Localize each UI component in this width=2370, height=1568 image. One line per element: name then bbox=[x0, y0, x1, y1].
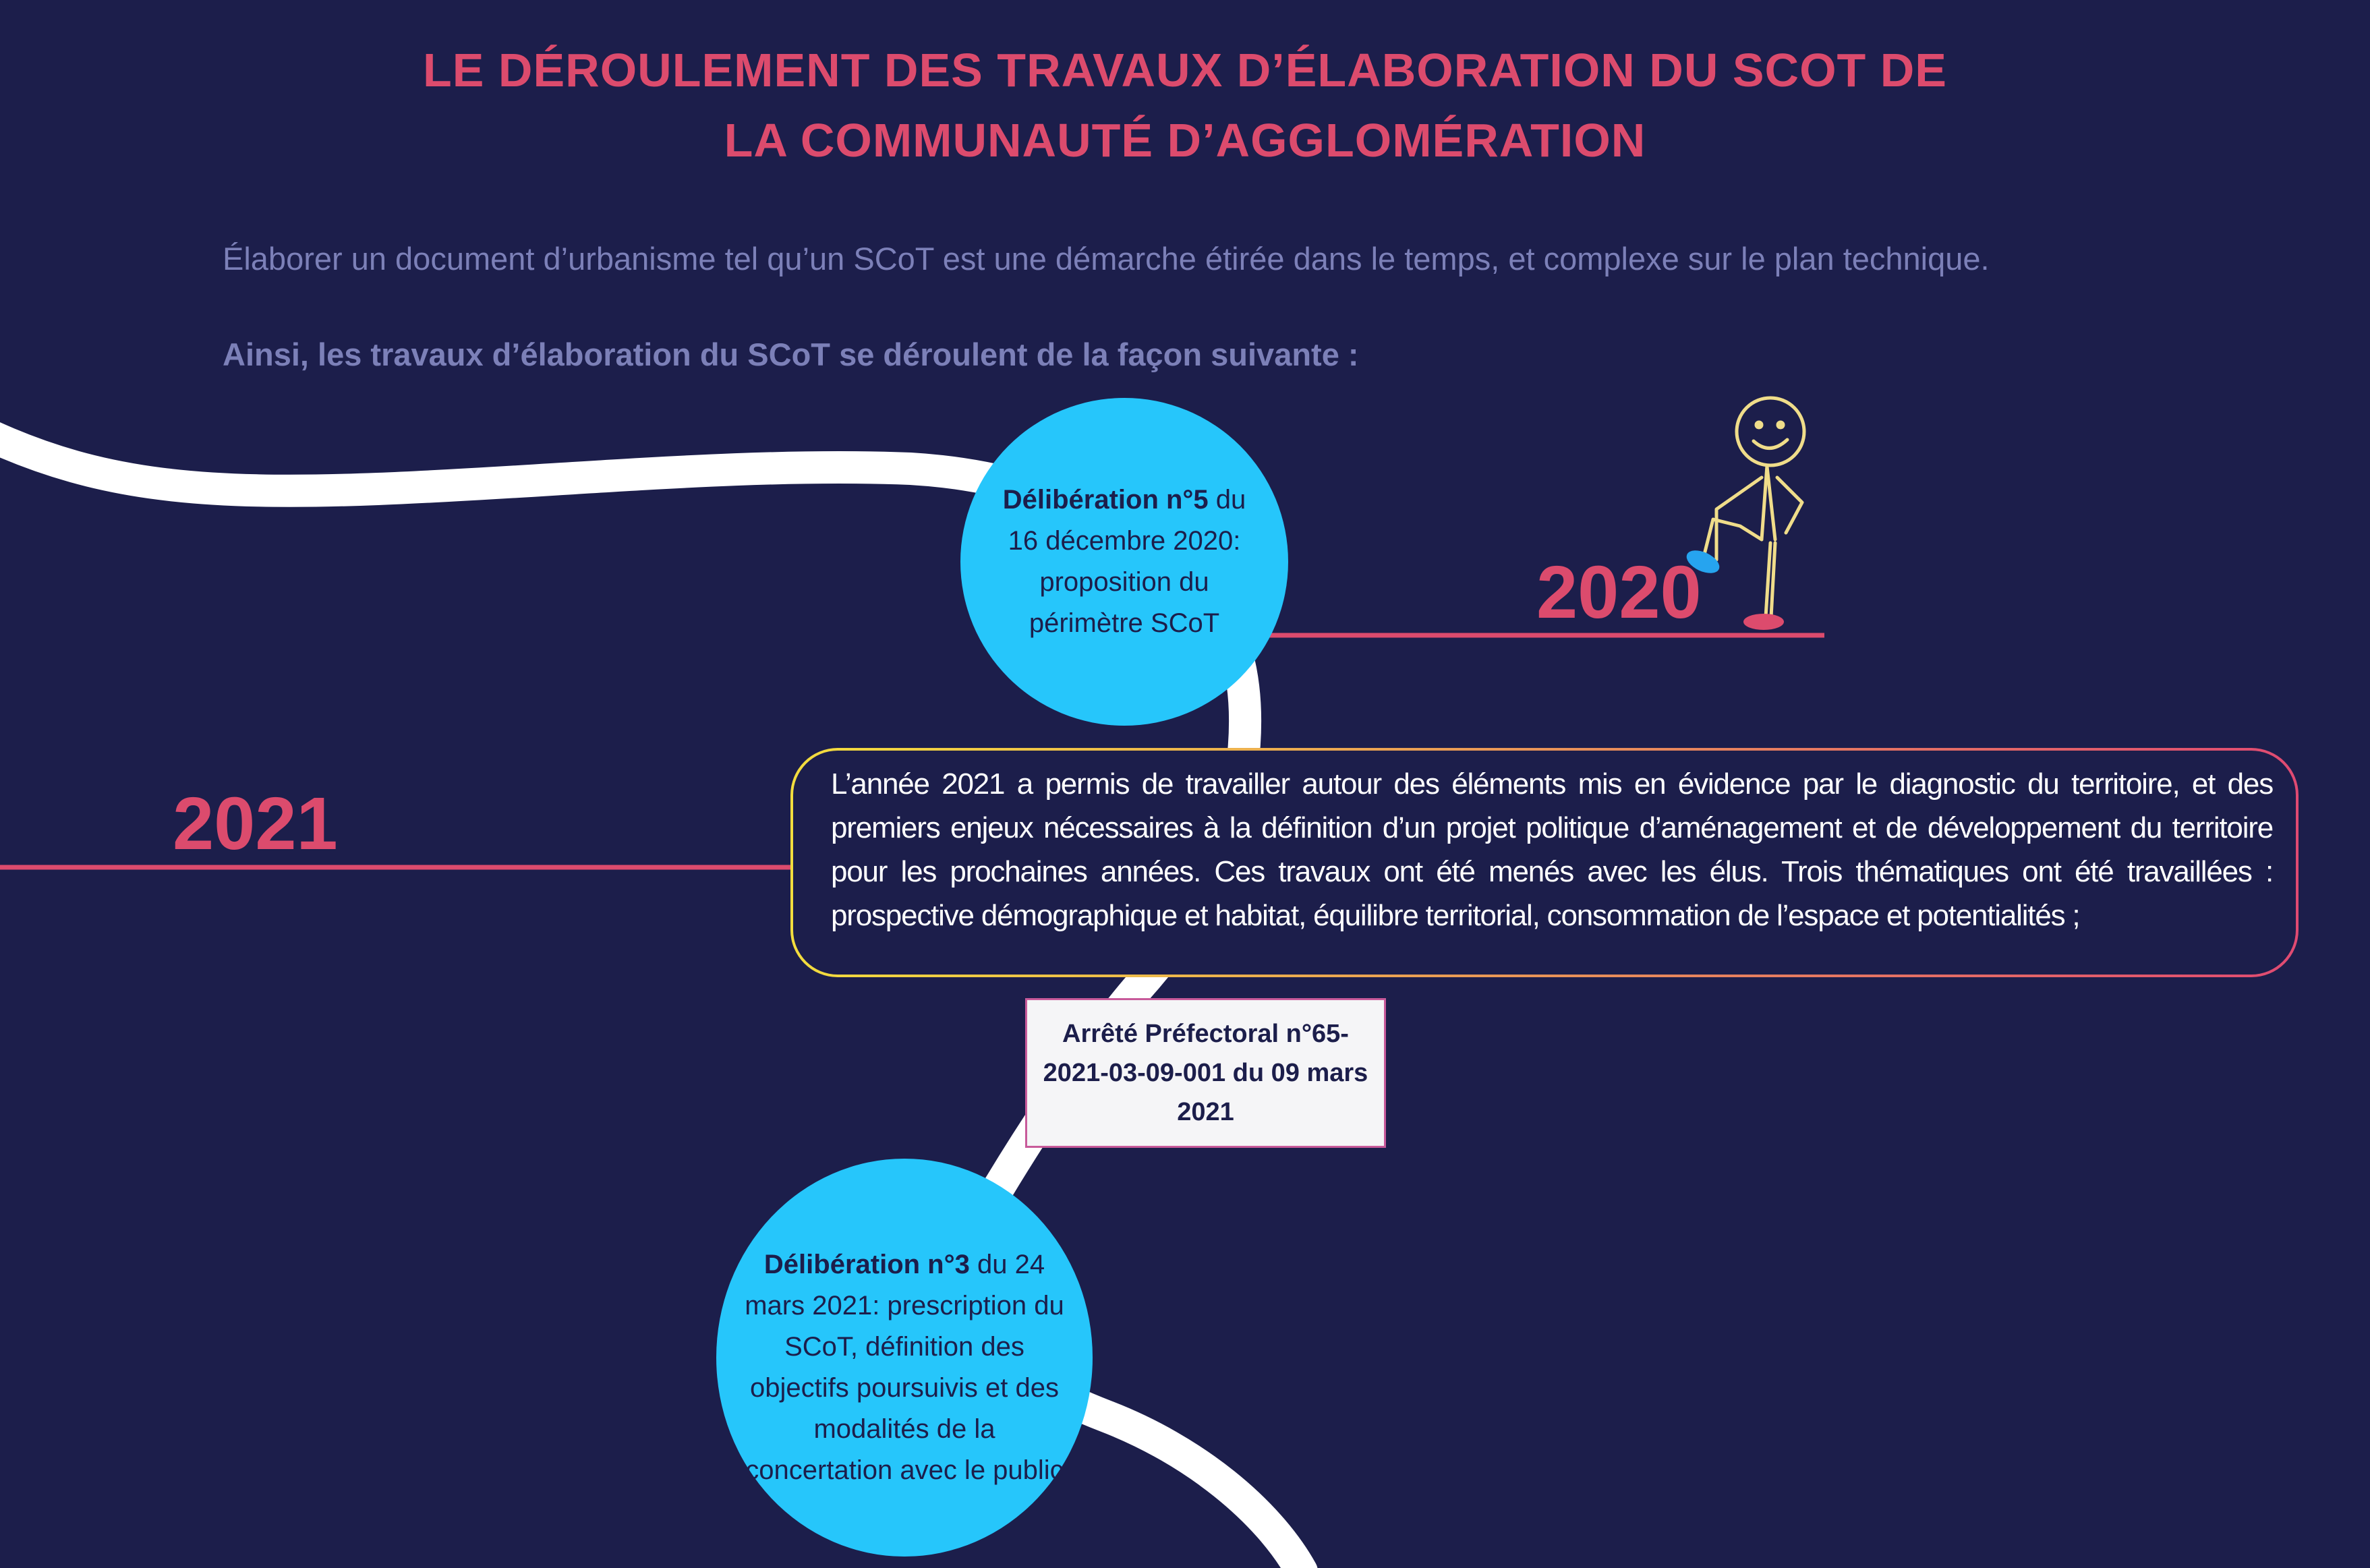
deliberation-5-bold: Délibération n°5 bbox=[1002, 485, 1209, 515]
intro-text: Élaborer un document d’urbanisme tel qu’un SCoT est une démarche étirée dans le temps, et complexe sur le plan technique. bbox=[223, 241, 1990, 277]
arrete-prefectoral-text: Arrêté Préfectoral n°65-2021-03-09-001 du 09 mars 2021 bbox=[1043, 1020, 1368, 1126]
deliberation-3-rest: du 24 mars 2021: prescription du SCoT, définition des objectifs poursuivis et des modalités de la concertation avec le public bbox=[745, 1250, 1064, 1485]
deliberation-5-rest: du 16 décembre 2020: proposition du périmètre SCoT bbox=[1008, 485, 1246, 638]
deliberation-3-text bbox=[743, 1244, 1066, 1491]
arrete-prefectoral-box bbox=[1025, 998, 1386, 1148]
deliberation-3-circle bbox=[716, 1159, 1093, 1557]
foot-pink-icon bbox=[1743, 614, 1784, 630]
year-2020-label: 2020 bbox=[1536, 551, 1702, 634]
year-2021-label: 2021 bbox=[173, 782, 338, 865]
deliberation-3-bold: Délibération n°3 bbox=[763, 1250, 970, 1279]
deliberation-5-text bbox=[987, 480, 1261, 644]
title-line-1: LE DÉROULEMENT DES TRAVAUX D’ÉLABORATION DU SCOT DE bbox=[423, 44, 1947, 96]
stick-figure-icon bbox=[1703, 398, 1804, 617]
title-line-2: LA COMMUNAUTÉ D’AGGLOMÉRATION bbox=[724, 114, 1646, 167]
year-2021-description: L’année 2021 a permis de travailler autour des éléments mis en évidence par le diagnostic du territoire, et des premiers enjeux nécessaires à la définition d’un projet politique d’aménagement et de développement du territoire pour les prochaines années. Ces travaux ont été menés avec les élus. Trois thématiques ont été travaillées : prospective démographique et habitat, équilibre territorial, consommation de l’espace et potentialités ; bbox=[790, 748, 2299, 977]
lead-text: Ainsi, les travaux d’élaboration du SCoT se déroulent de la façon suivante : bbox=[223, 337, 1359, 372]
deliberation-5-circle bbox=[960, 398, 1288, 726]
